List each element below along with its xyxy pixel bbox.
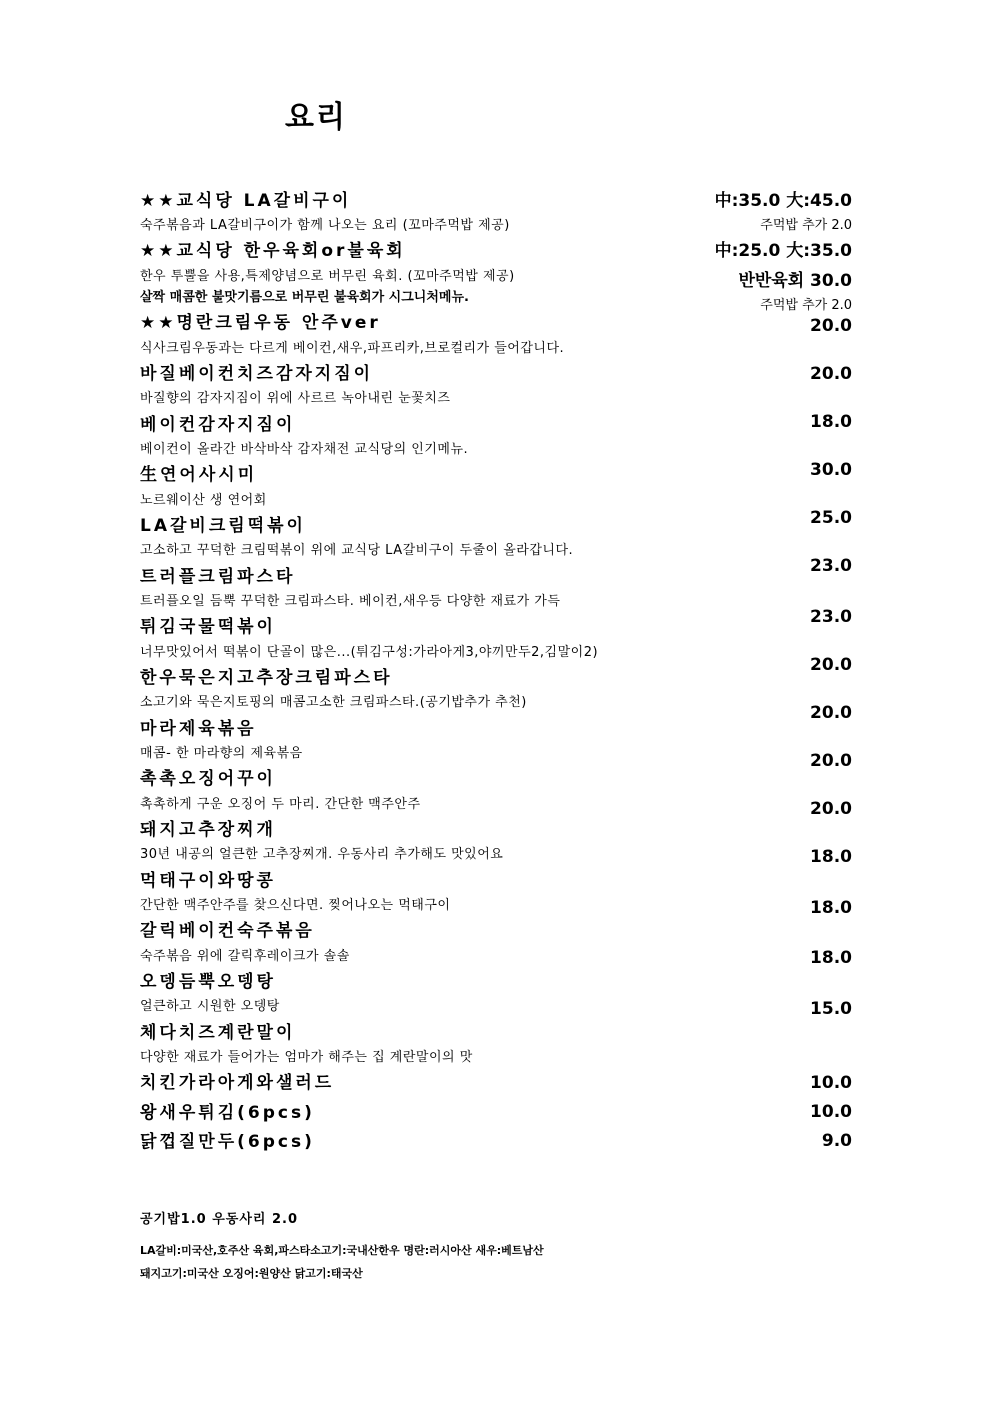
page-title: 요리 bbox=[285, 100, 347, 135]
origin-info-line: LA갈비:미국산,호주산 육회,파스타소고기:국내산한우 명란:러시아산 새우:베트남산 bbox=[140, 1244, 544, 1257]
menu-item-price: 20.0 bbox=[810, 316, 852, 336]
menu-item-name: ★★교식당 LA갈비구이 bbox=[140, 191, 352, 211]
menu-item-price: 20.0 bbox=[810, 703, 852, 723]
menu-item-name: 生연어사시미 bbox=[140, 465, 258, 485]
menu-item-price: 23.0 bbox=[810, 607, 852, 627]
menu-item-description: 촉촉하게 구운 오징어 두 마리. 간단한 맥주안주 bbox=[140, 797, 421, 812]
menu-item-name: 바질베이컨치즈감자지짐이 bbox=[140, 364, 374, 384]
menu-item-description: 노르웨이산 생 연어회 bbox=[140, 493, 267, 508]
menu-item-description-extra: 살짝 매콤한 불맛기름으로 버무린 불육회가 시그니처메뉴. bbox=[140, 290, 469, 305]
menu-item-price: 中:35.0 大:45.0 bbox=[714, 191, 852, 211]
menu-item-description: 다양한 재료가 들어가는 엄마가 해주는 집 계란말이의 맛 bbox=[140, 1050, 473, 1065]
menu-item-price: 中:25.0 大:35.0 bbox=[714, 241, 852, 261]
menu-item-price: 10.0 bbox=[810, 1102, 852, 1122]
menu-item-addon: 주먹밥 추가 2.0 bbox=[760, 298, 852, 313]
extras-line: 공기밥1.0 우동사리 2.0 bbox=[140, 1212, 299, 1227]
menu-item-name: 오뎅듬뿍오뎅탕 bbox=[140, 972, 276, 992]
menu-item-price: 20.0 bbox=[810, 751, 852, 771]
menu-item-description: 식사크림우동과는 다르게 베이컨,새우,파프리카,브로컬리가 들어갑니다. bbox=[140, 341, 565, 356]
menu-item-description: 트러플오일 듬뿍 꾸덕한 크림파스타. 베이컨,새우등 다양한 재료가 가득 bbox=[140, 594, 561, 609]
menu-item-price: 20.0 bbox=[810, 655, 852, 675]
menu-item-description: 한우 투뿔을 사용,특제양념으로 버무린 육회. (꼬마주먹밥 제공) bbox=[140, 269, 515, 284]
menu-item-price: 18.0 bbox=[810, 948, 852, 968]
menu-item-price: 15.0 bbox=[810, 999, 852, 1019]
menu-item-name: ★★교식당 한우육회or불육회 bbox=[140, 241, 406, 261]
menu-item-price: 25.0 bbox=[810, 508, 852, 528]
menu-item-description: 고소하고 꾸덕한 크림떡볶이 위에 교식당 LA갈비구이 두줄이 올라갑니다. bbox=[140, 543, 574, 558]
menu-item-name: 촉촉오징어꾸이 bbox=[140, 769, 276, 789]
menu-item-price: 18.0 bbox=[810, 847, 852, 867]
menu-item-description: 숙주볶음 위에 갈릭후레이크가 솔솔 bbox=[140, 949, 350, 964]
menu-item-name: 치킨가라아게와샐러드 bbox=[140, 1073, 335, 1093]
menu-item-description: 매콤- 한 마라향의 제육볶음 bbox=[140, 746, 303, 761]
menu-item-name: 트러플크림파스타 bbox=[140, 567, 296, 587]
origin-info-line: 돼지고기:미국산 오징어:원양산 닭고기:태국산 bbox=[140, 1267, 363, 1280]
menu-item-name: 왕새우튀김(6pcs) bbox=[140, 1103, 315, 1123]
menu-item-name: 마라제육볶음 bbox=[140, 719, 257, 739]
menu-item-price: 20.0 bbox=[810, 364, 852, 384]
menu-item-name: 갈릭베이컨숙주볶음 bbox=[140, 921, 315, 941]
menu-item-price: 9.0 bbox=[821, 1131, 852, 1151]
menu-item-description: 30년 내공의 얼큰한 고추장찌개. 우동사리 추가해도 맛있어요 bbox=[140, 847, 504, 862]
menu-item-price: 18.0 bbox=[810, 412, 852, 432]
menu-item-description: 베이컨이 올라간 바삭바삭 감자채전 교식당의 인기메뉴. bbox=[140, 442, 469, 457]
menu-item-name: 먹태구이와땅콩 bbox=[140, 871, 276, 891]
menu-item-price: 18.0 bbox=[810, 898, 852, 918]
menu-item-name: 한우묵은지고추장크림파스타 bbox=[140, 668, 393, 688]
menu-item-price: 23.0 bbox=[810, 556, 852, 576]
menu-item-price: 20.0 bbox=[810, 799, 852, 819]
menu-item-name: 베이컨감자지짐이 bbox=[140, 415, 296, 435]
menu-item-price: 10.0 bbox=[810, 1073, 852, 1093]
menu-item-name: ★★명란크림우동 안주ver bbox=[140, 313, 381, 333]
menu-item-name: 튀김국물떡볶이 bbox=[140, 617, 276, 637]
menu-item-price-alt: 반반육회 30.0 bbox=[738, 271, 852, 291]
menu-item-name: 돼지고추장찌개 bbox=[140, 820, 276, 840]
menu-item-description: 소고기와 묵은지토핑의 매콤고소한 크림파스타.(공기밥추가 추천) bbox=[140, 695, 527, 710]
menu-item-description: 얼큰하고 시원한 오뎅탕 bbox=[140, 999, 280, 1014]
menu-item-description: 바질향의 감자지짐이 위에 사르르 녹아내린 눈꽃치즈 bbox=[140, 391, 451, 406]
menu-item-price: 30.0 bbox=[810, 460, 852, 480]
menu-item-name: 체다치즈계란말이 bbox=[140, 1023, 296, 1043]
menu-item-description: 너무맛있어서 떡볶이 단골이 많은...(튀김구성:가라아게3,야끼만두2,김말이2) bbox=[140, 645, 599, 660]
menu-item-description: 간단한 맥주안주를 찾으신다면. 찢어나오는 먹태구이 bbox=[140, 898, 451, 913]
menu-item-name: LA갈비크림떡볶이 bbox=[140, 516, 306, 536]
menu-item-name: 닭껍질만두(6pcs) bbox=[140, 1132, 315, 1152]
menu-item-addon: 주먹밥 추가 2.0 bbox=[760, 218, 852, 233]
menu-item-description: 숙주볶음과 LA갈비구이가 함께 나오는 요리 (꼬마주먹밥 제공) bbox=[140, 218, 510, 233]
